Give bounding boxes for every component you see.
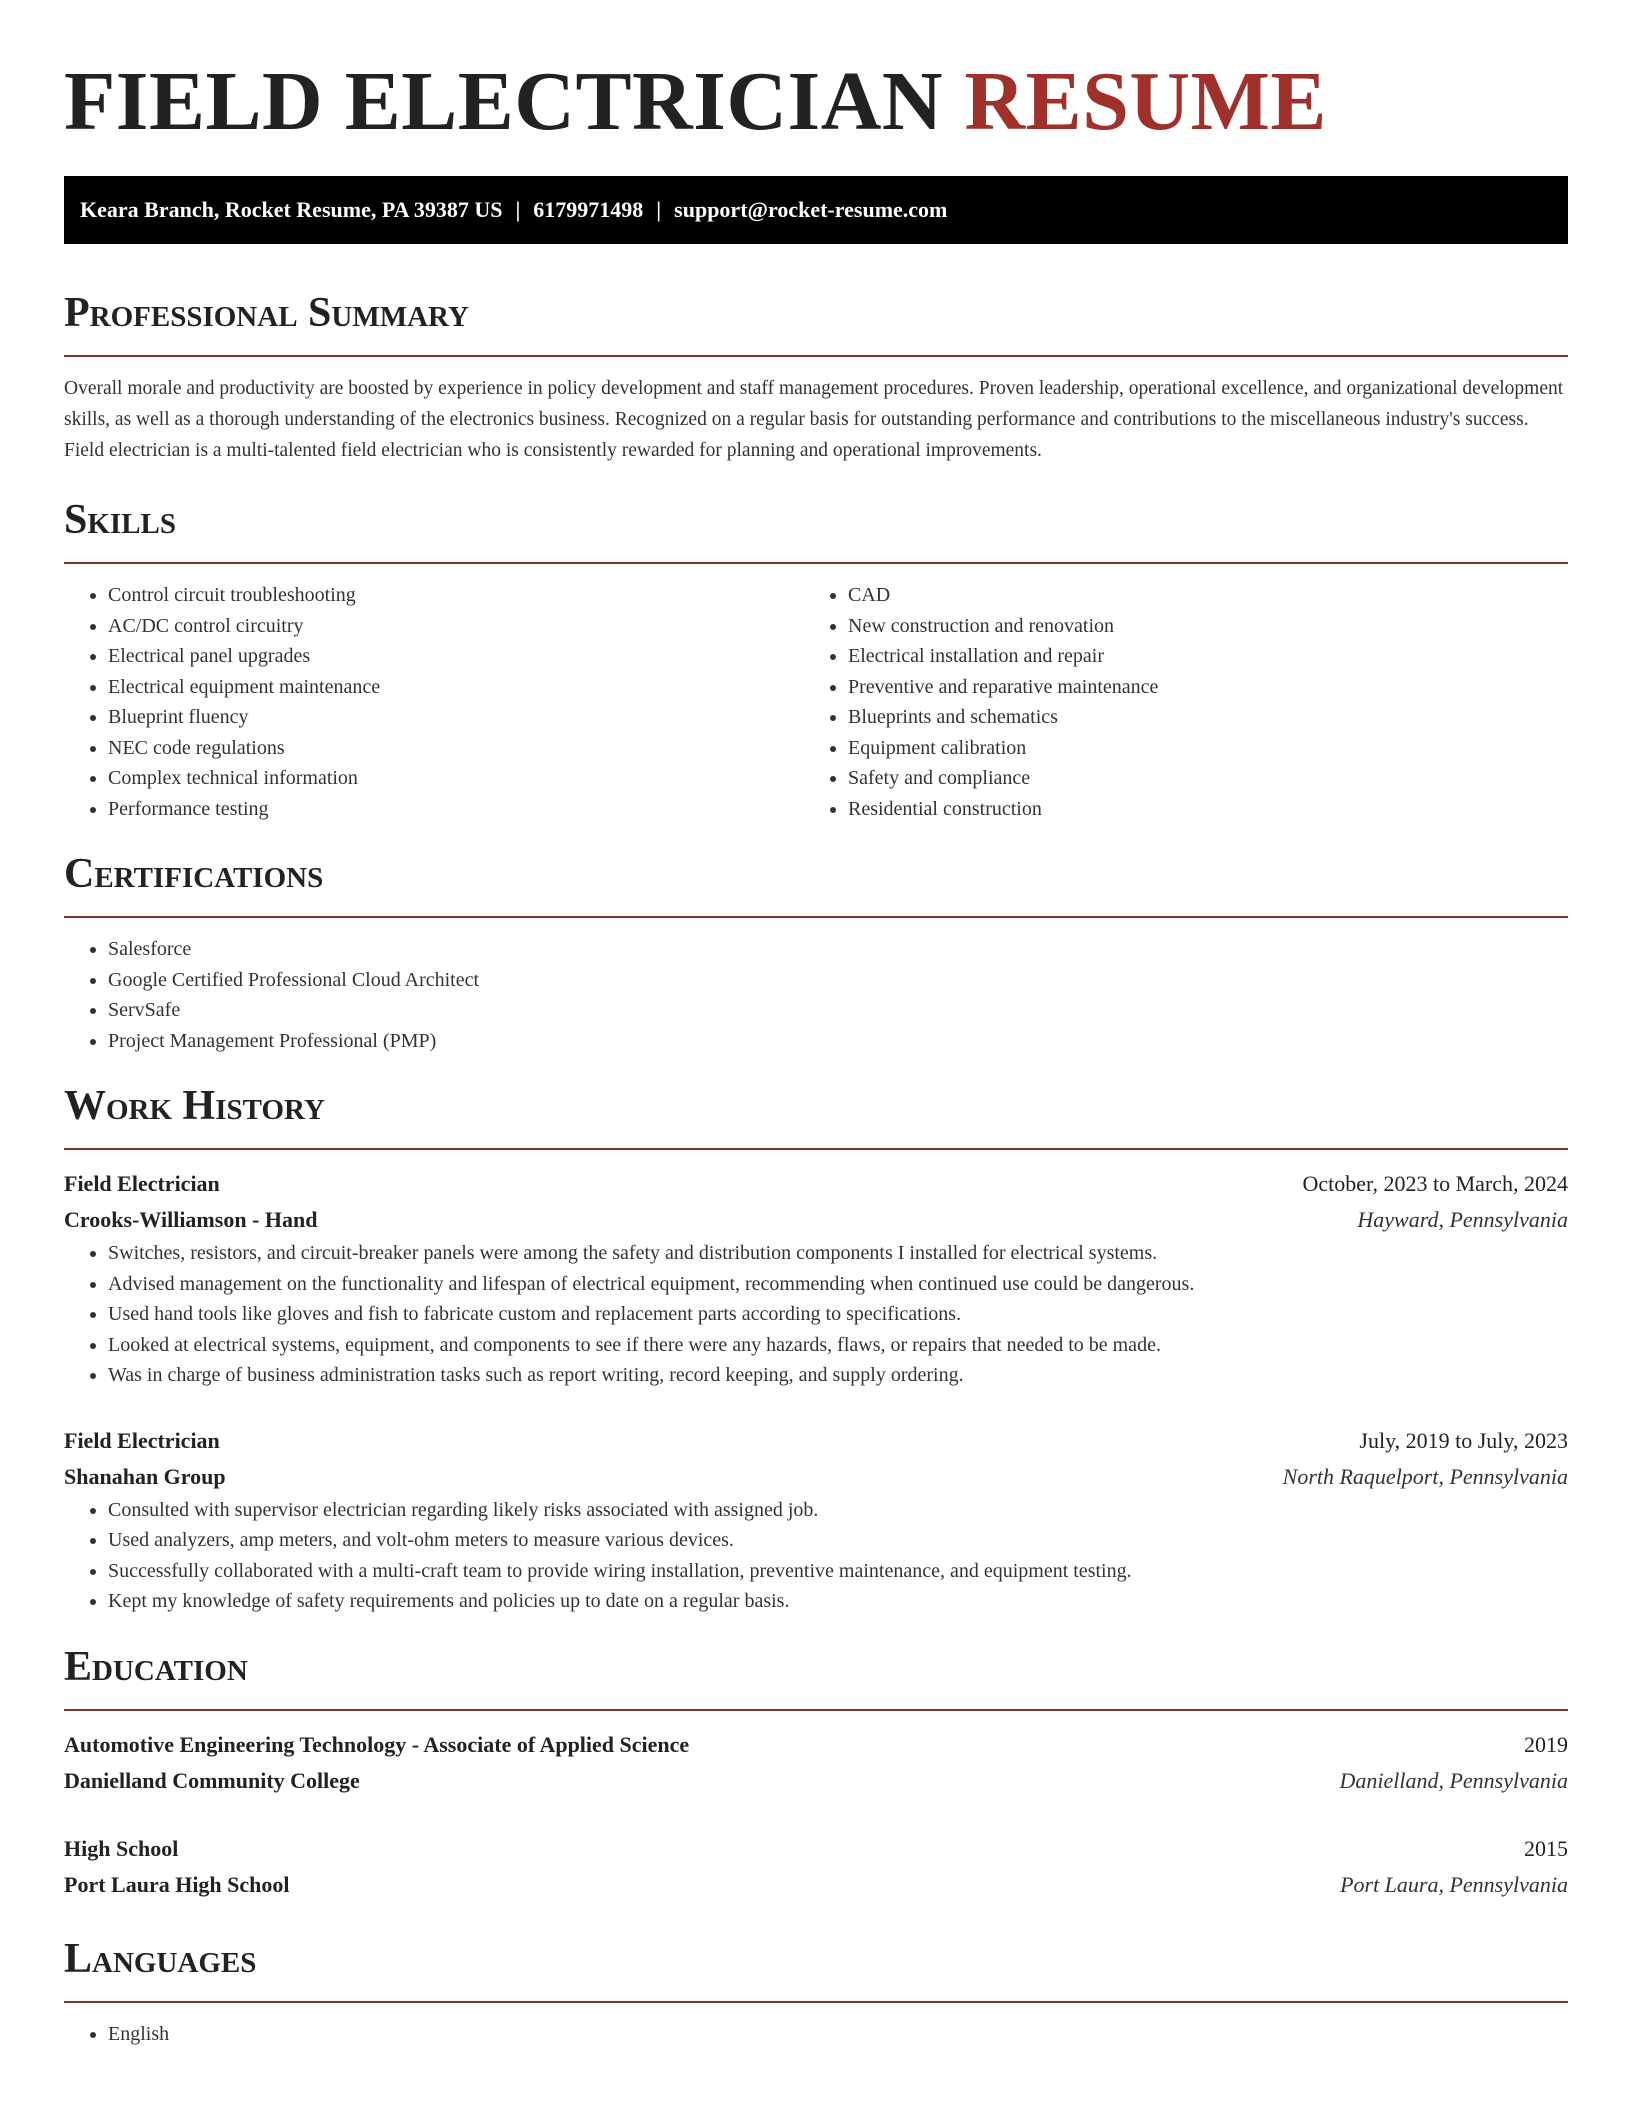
skill-item: • Electrical installation and repair [848, 641, 1544, 672]
job-duty: • Was in charge of business administration tasks such as report writing, record keeping, and supply ordering. [108, 1360, 1568, 1391]
education-degree: High School [64, 1835, 179, 1861]
title-accent: RESUME [964, 55, 1327, 148]
job-location: Hayward, Pennsylvania [1357, 1207, 1568, 1232]
skill-item: • CAD [848, 580, 1544, 611]
section-divider [64, 562, 1568, 564]
contact-bar [64, 176, 1568, 244]
job-location: North Raquelport, Pennsylvania [1282, 1463, 1568, 1489]
skill-item: • Blueprint fluency [108, 702, 804, 733]
job-dates: October, 2023 to March, 2024 [1302, 1171, 1568, 1196]
skill-item: • Residential construction [848, 794, 1544, 825]
education-school: Danielland Community College [64, 1767, 360, 1793]
job-dates: July, 2019 to July, 2023 [1359, 1427, 1568, 1453]
section-title-languages: Languages [64, 1935, 257, 1982]
job-duty: • Kept my knowledge of safety requirements and policies up to date on a regular basis. [108, 1586, 1568, 1617]
section-title-skills: Skills [64, 497, 177, 543]
skill-item: • New construction and renovation [848, 611, 1544, 642]
education-entry [64, 1831, 1568, 1903]
section-title-summary: Professional Summary [64, 290, 469, 336]
skills-column-right [804, 580, 1544, 824]
skill-item: • Preventive and reparative maintenance [848, 672, 1544, 703]
section-divider [64, 355, 1568, 357]
section-divider [64, 916, 1568, 918]
resume-title [64, 0, 1568, 148]
education-year: 2015 [1524, 1835, 1568, 1861]
language-item: • English [108, 2019, 1568, 2050]
job-duty: • Looked at electrical systems, equipment, and components to see if there were any hazards, flaws, or repairs that needed to be made. [108, 1330, 1568, 1361]
skill-item: • Blueprints and schematics [848, 702, 1544, 733]
certification-item: • Salesforce [108, 934, 1568, 965]
education-location: Danielland, Pennsylvania [1339, 1767, 1568, 1793]
contact-separator: | [515, 197, 521, 222]
job-duty: • Switches, resistors, and circuit-breaker panels were among the safety and distribution components I installed for electrical systems. [108, 1238, 1568, 1269]
job-title: Field Electrician [64, 1171, 220, 1196]
skill-item: • Safety and compliance [848, 763, 1544, 794]
job-duty: • Used analyzers, amp meters, and volt-ohm meters to measure various devices. [108, 1525, 1568, 1556]
section-title-education: Education [64, 1643, 248, 1690]
job-duties-list [64, 1238, 1568, 1391]
job-company: Shanahan Group [64, 1463, 226, 1489]
section-title-work: Work History [64, 1083, 325, 1129]
education-year: 2019 [1524, 1731, 1568, 1757]
contact-email[interactable]: support@rocket-resume.com [674, 197, 948, 222]
resume-page [64, 0, 1568, 2049]
contact-phone: 6179971498 [533, 197, 644, 222]
job-company: Crooks-Williamson - Hand [64, 1207, 318, 1232]
skill-item: • NEC code regulations [108, 733, 804, 764]
job-duty: • Consulted with supervisor electrician regarding likely risks associated with assigned job. [108, 1495, 1568, 1526]
skill-item: • Electrical equipment maintenance [108, 672, 804, 703]
job-title: Field Electrician [64, 1427, 220, 1453]
certifications-list [64, 934, 1568, 1056]
section-divider [64, 2001, 1568, 2003]
contact-address: Keara Branch, Rocket Resume, PA 39387 US [80, 197, 503, 222]
skills-column-left [64, 580, 804, 824]
skill-item: • AC/DC control circuitry [108, 611, 804, 642]
languages-list [64, 2019, 1568, 2050]
skill-item: • Electrical panel upgrades [108, 641, 804, 672]
education-location: Port Laura, Pennsylvania [1340, 1871, 1568, 1897]
education-entry [64, 1727, 1568, 1799]
job-duty: • Successfully collaborated with a multi-craft team to provide wiring installation, preventive maintenance, and equipment testing. [108, 1556, 1568, 1587]
skill-item: • Control circuit troubleshooting [108, 580, 804, 611]
job-entry [64, 1166, 1568, 1391]
skill-item: • Complex technical information [108, 763, 804, 794]
summary-text: Overall morale and productivity are boosted by experience in policy development and staff management procedures. Proven leadership, operational excellence, and organizational development skills, as well as a thorough understanding of the electronics business. Recognized on a regular basis for outstanding performance and contributions to the miscellaneous industry's success. Field electrician is a multi-talented field electrician who is consistently rewarded for planning and operational improvements. [64, 378, 1564, 461]
contact-separator: | [656, 197, 662, 222]
job-duties-list [64, 1495, 1568, 1617]
job-entry [64, 1423, 1568, 1617]
section-divider [64, 1148, 1568, 1150]
skill-item: • Equipment calibration [848, 733, 1544, 764]
certification-item: • ServSafe [108, 995, 1568, 1026]
certification-item: • Project Management Professional (PMP) [108, 1026, 1568, 1057]
skill-item: • Performance testing [108, 794, 804, 825]
skills-list [64, 580, 1568, 824]
job-duty: • Advised management on the functionality and lifespan of electrical equipment, recommending when continued use could be dangerous. [108, 1269, 1568, 1300]
certification-item: • Google Certified Professional Cloud Architect [108, 965, 1568, 996]
section-title-certifications: Certifications [64, 851, 324, 897]
job-duty: • Used hand tools like gloves and fish to fabricate custom and replacement parts according to specifications. [108, 1299, 1568, 1330]
education-degree: Automotive Engineering Technology - Associate of Applied Science [64, 1731, 690, 1757]
title-main: FIELD ELECTRICIAN [64, 55, 944, 148]
section-divider [64, 1709, 1568, 1711]
education-school: Port Laura High School [64, 1871, 290, 1897]
